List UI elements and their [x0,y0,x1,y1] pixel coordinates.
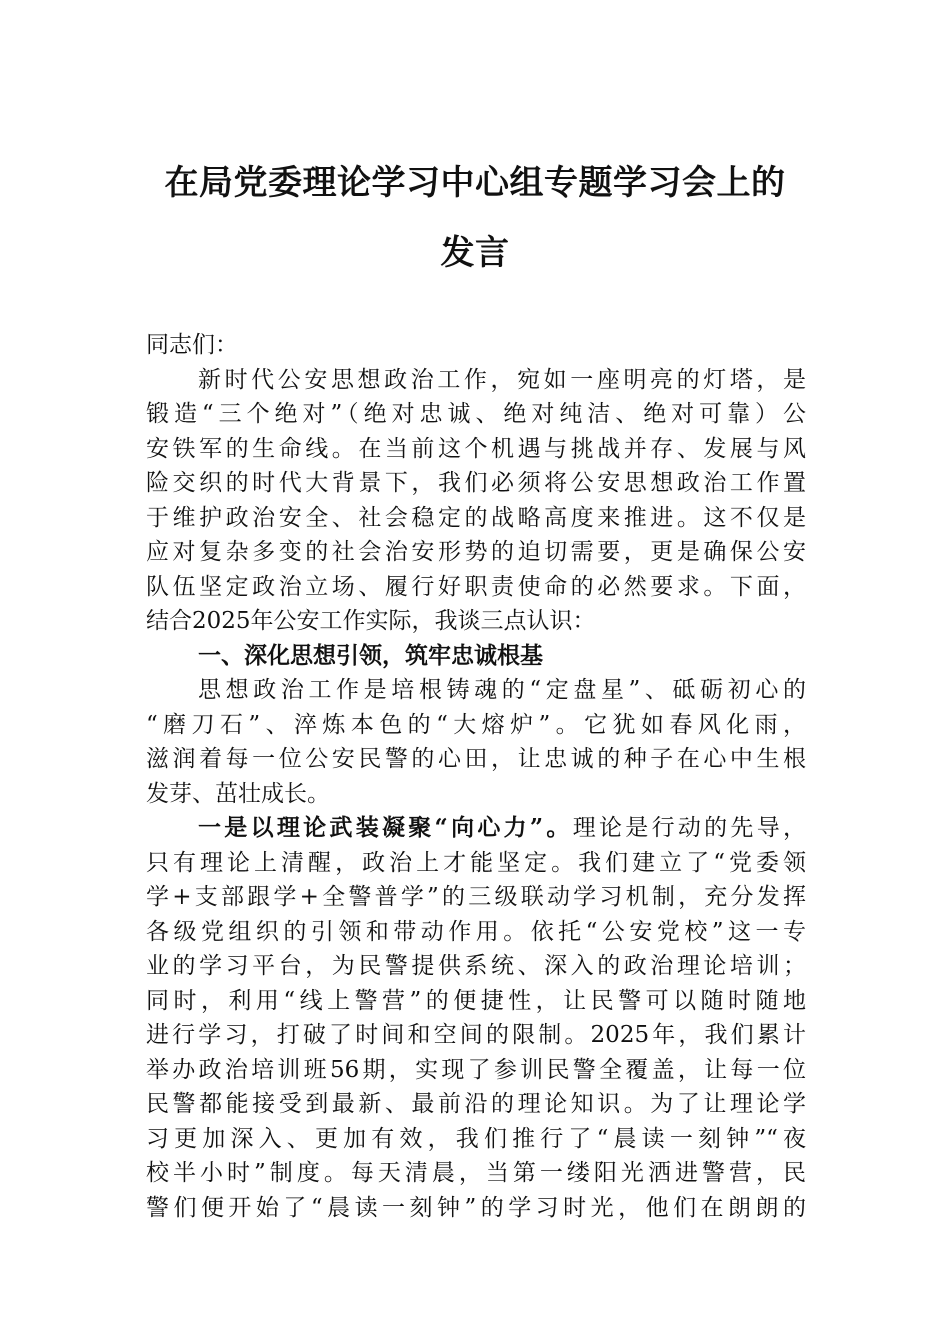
document-body [146,328,806,1225]
paragraph-line: 进行学习，打破了时间和空间的限制。2025年，我们累计 [146,1022,806,1048]
paragraph-line: 应对复杂多变的社会治安形势的迫切需要，更是确保公安 [146,539,806,565]
paragraph-line: 思想政治工作是培根铸魂的“定盘星”、砥砺初心的 [198,677,806,703]
paragraph-line: 滋润着每一位公安民警的心田，让忠诚的种子在心中生根 [146,746,806,772]
paragraph-line: 校半小时”制度。每天清晨，当第一缕阳光洒进警营，民 [146,1160,806,1186]
paragraph-line: 队伍坚定政治立场、履行好职责使命的必然要求。下面， [146,573,806,600]
paragraph-line: 学+支部跟学+全警普学”的三级联动学习机制，充分发挥 [146,884,806,910]
document-title-line-2: 发言 [440,233,510,273]
paragraph-line: 各级党组织的引领和带动作用。依托“公安党校”这一专 [146,918,806,945]
paragraph-line: 结合2025年公安工作实际，我谈三点认识： [146,608,596,634]
paragraph-line: 发芽、茁壮成长。 [146,780,330,807]
paragraph-line: 安铁军的生命线。在当前这个机遇与挑战并存、发展与风 [146,435,806,462]
paragraph-line: 举办政治培训班56期，实现了参训民警全覆盖，让每一位 [146,1056,806,1083]
paragraph-line: 险交织的时代大背景下，我们必须将公安思想政治工作置 [146,470,806,496]
paragraph-line: 同时，利用“线上警营”的便捷性，让民警可以随时随地 [146,987,806,1014]
paragraph-line: 业的学习平台，为民警提供系统、深入的政治理论培训； [146,953,806,979]
paragraph-line: 新时代公安思想政治工作，宛如一座明亮的灯塔，是 [198,366,806,393]
paragraph-line: 习更加深入、更加有效，我们推行了“晨读一刻钟”“夜 [146,1125,806,1152]
paragraph-line: 只有理论上清醒，政治上才能坚定。我们建立了“党委领 [146,849,806,876]
document-title-line-1: 在局党委理论学习中心组专题学习会上的 [164,163,786,203]
paragraph-line: 锻造“三个绝对”（绝对忠诚、绝对纯洁、绝对可靠）公 [146,401,806,427]
paragraph-line [146,811,806,846]
paragraph-line: 民警都能接受到最新、最前沿的理论知识。为了让理论学 [146,1091,806,1117]
section-heading: 一、深化思想引领，筑牢忠诚根基 [198,641,543,669]
salutation: 同志们： [146,332,238,358]
paragraph-line: “磨刀石”、淬炼本色的“大熔炉”。它犹如春风化雨， [146,711,806,738]
point-text: 理论是行动的先导， [572,815,806,841]
point-lead: 一是以理论武装凝聚“向心力”。 [198,814,573,841]
paragraph-line: 警们便开始了“晨读一刻钟”的学习时光，他们在朗朗的 [146,1194,806,1221]
paragraph-line: 于维护政治安全、社会稳定的战略高度来推进。这不仅是 [146,504,806,531]
